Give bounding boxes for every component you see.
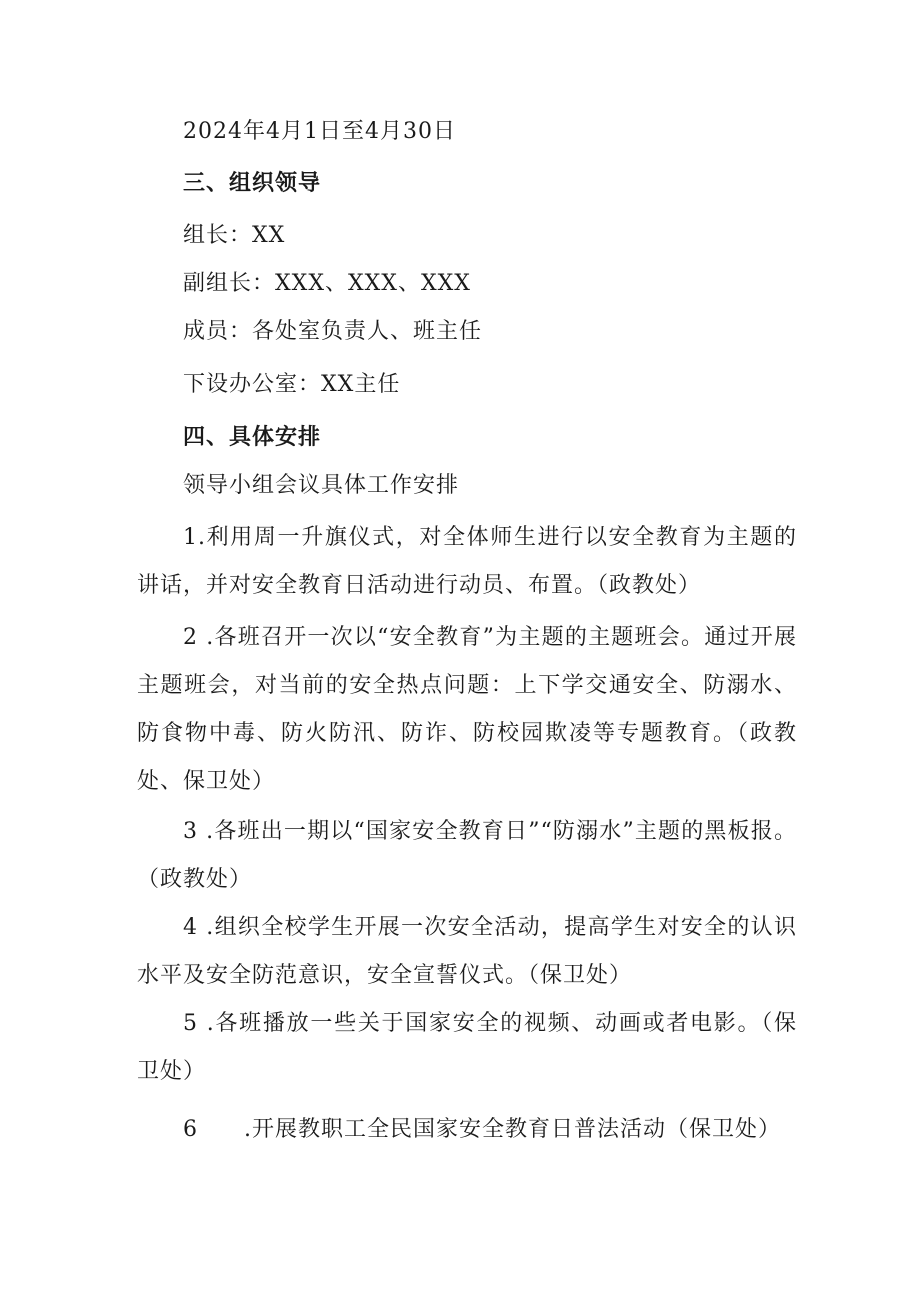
plan-item-3: 3 .各班出一期以“国家安全教育日”“防溺水”主题的黑板报。（政教处） (137, 819, 797, 892)
section-heading-organization: 三、组织领导 (183, 171, 322, 196)
plan-item-6: 6 .开展教职工全民国家安全教育日普法活动（保卫处） (183, 1117, 781, 1142)
plan-item-4: 4 .组织全校学生开展一次安全活动，提高学生对安全的认识水平及安全防范意识，安全宣誓仪式。（保卫处） (137, 915, 797, 988)
date-range: 2024年4月1日至4月30日 (183, 119, 456, 144)
members: 成员：各处室负责人、班主任 (183, 319, 483, 344)
office: 下设办公室：XX主任 (183, 372, 401, 397)
deputy-leaders: 副组长：XXX、XXX、XXX (183, 271, 471, 296)
section-heading-arrangements: 四、具体安排 (183, 425, 322, 450)
group-leader: 组长：XX (183, 223, 286, 248)
plan-item-5: 5 .各班播放一些关于国家安全的视频、动画或者电影。（保卫处） (137, 1011, 797, 1084)
meeting-subtitle: 领导小组会议具体工作安排 (183, 473, 460, 498)
plan-item-2: 2 .各班召开一次以“安全教育”为主题的主题班会。通过开展主题班会，对当前的安全热点问题：上下学交通安全、防溺水、防食物中毒、防火防汛、防诈、防校园欺凌等专题教育。（政教处、保卫处） (137, 625, 797, 794)
plan-item-1: 1.利用周一升旗仪式，对全体师生进行以安全教育为主题的讲话，并对安全教育日活动进行动员、布置。（政教处） (137, 525, 797, 598)
